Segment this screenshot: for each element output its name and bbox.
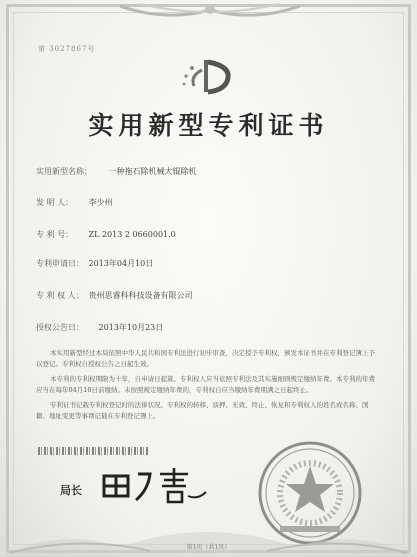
field-application-date: [36, 258, 153, 269]
field-label: 专 利 号：: [36, 230, 74, 239]
bottom-ornament-icon: [0, 517, 417, 557]
certificate-body-text: [36, 348, 381, 426]
director-signature: [98, 466, 208, 506]
field-patent-number: [36, 229, 176, 240]
director-label: 局长: [60, 484, 82, 497]
field-label: 实用新型名称：: [36, 167, 92, 176]
body-paragraph: 本专利的专利权期限为十年，自申请日起算。专利权人应当依照专利法及其实施细则规定缴纳年费。本专利的年费应当在每年04月10日前缴纳。未按照规定缴纳年费的，专利权自应当缴纳年费期满之日起终止。: [36, 375, 375, 394]
barcode-icon: [38, 447, 148, 455]
field-value: 贵州思睿科科技设备有限公司: [88, 291, 193, 300]
body-paragraph: 专利证书记载专利权登记时的法律状况。专利权的转移、质押、无效、终止、恢复和专利权人的姓名或名称、国籍、地址变更等事项记载在专利登记簿上。: [36, 401, 369, 420]
patent-office-emblem-icon: [172, 56, 242, 96]
field-value: 2013年04月10日: [88, 259, 154, 268]
field-utility-model-name: [36, 166, 197, 177]
field-label: 专利申请日：: [36, 259, 84, 268]
page-number: 第1页（共1页）: [186, 544, 231, 551]
field-value: 2013年10月23日: [98, 323, 164, 332]
field-value: ZL 2013 2 0660001.0: [88, 230, 176, 239]
field-label: 发 明 人：: [36, 198, 74, 207]
field-grant-date: [36, 322, 163, 333]
field-label: 专 利 权 人：: [36, 291, 84, 300]
field-label: 授权公告日：: [36, 323, 84, 332]
certificate-number: 第 3027867号: [38, 45, 96, 53]
field-inventor: [36, 197, 113, 208]
body-paragraph: 本实用新型经过本局依照中华人民共和国专利法进行初步审查，决定授予专利权，颁发本证书并在专利登记簿上予以登记。专利权自授权公告之日起生效。: [36, 349, 375, 368]
field-patentee: [36, 290, 193, 301]
field-value: 一种拖石除机械大辊除机: [108, 167, 197, 176]
certificate-title: 实用新型专利证书: [88, 111, 329, 140]
field-value: 李少州: [88, 198, 113, 207]
top-ornament-icon: [120, 0, 300, 26]
